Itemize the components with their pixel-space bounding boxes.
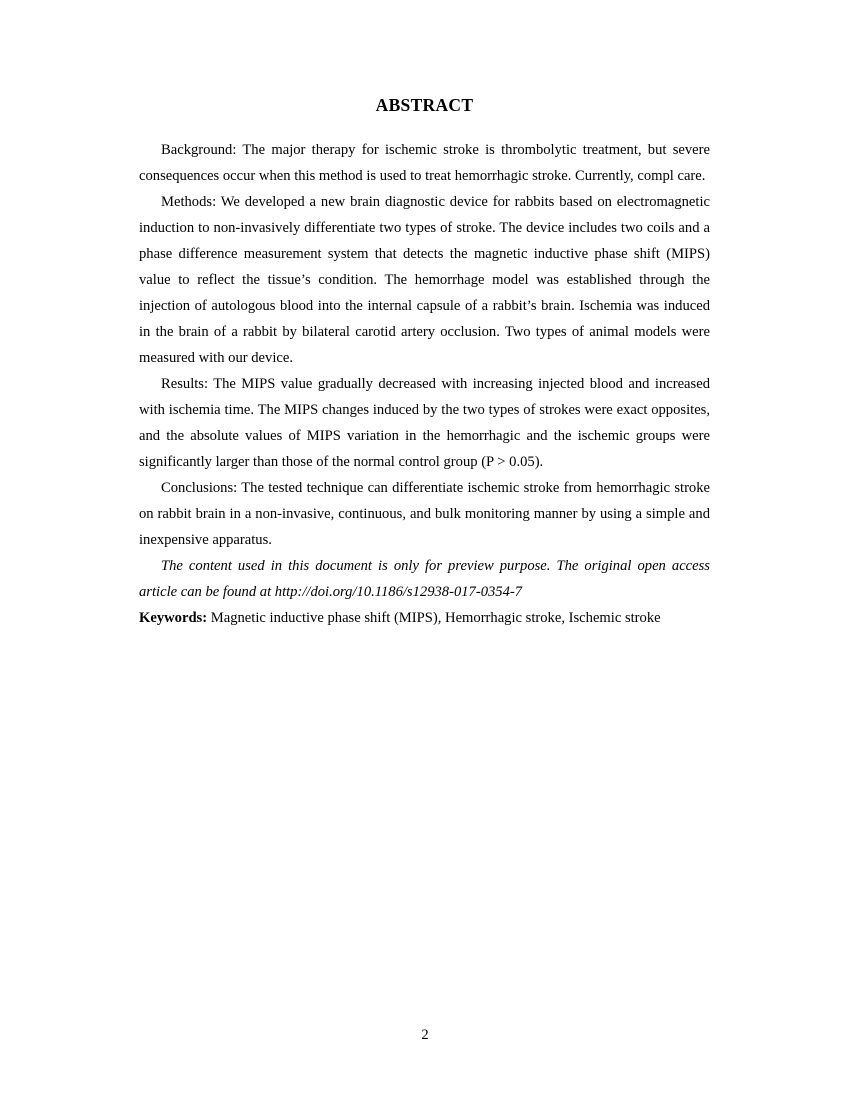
paragraph-results: Results: The MIPS value gradually decreased with increasing injected blood and increased with ischemia time. The MIPS changes induced by the two types of strokes were exact opposites, and the absolute values of MIPS variation in the hemorrhagic and the ischemic groups were significantly larger than those of the normal control group (P > 0.05). — [139, 376, 710, 470]
page-title: ABSTRACT — [375, 95, 474, 115]
paragraph-conclusions: Conclusions: The tested technique can differentiate ischemic stroke from hemorrhagic stroke on rabbit brain in a non-invasive, continuous, and bulk monitoring manner by using a simple and inexpensive apparatus. — [139, 480, 710, 548]
paragraph-preview-notice: The content used in this document is only for preview purpose. The original open access article can be found at http://doi.org/10.1186/s12938-017-0354-7 — [139, 558, 710, 600]
keywords-line — [139, 605, 710, 631]
paragraph-methods: Methods: We developed a new brain diagnostic device for rabbits based on electromagnetic induction to non-invasively differentiate two types of stroke. The device includes two coils and a phase difference measurement system that detects the magnetic inductive phase shift (MIPS) value to reflect the tissue’s condition. The hemorrhage model was established through the injection of autologous blood into the internal capsule of a rabbit’s brain. Ischemia was induced in the brain of a rabbit by bilateral carotid artery occlusion. Two types of animal models were measured with our device. — [139, 194, 710, 366]
keywords-values: Magnetic inductive phase shift (MIPS), Hemorrhagic stroke, Ischemic stroke — [207, 610, 661, 626]
page-number: 2 — [421, 1027, 429, 1043]
keywords-label: Keywords: — [139, 610, 208, 626]
abstract-content — [139, 94, 710, 631]
paragraph-background: Background: The major therapy for ischemic stroke is thrombolytic treatment, but severe consequences occur when this method is used to treat hemorrhagic stroke. Currently, compl care. — [139, 142, 710, 184]
